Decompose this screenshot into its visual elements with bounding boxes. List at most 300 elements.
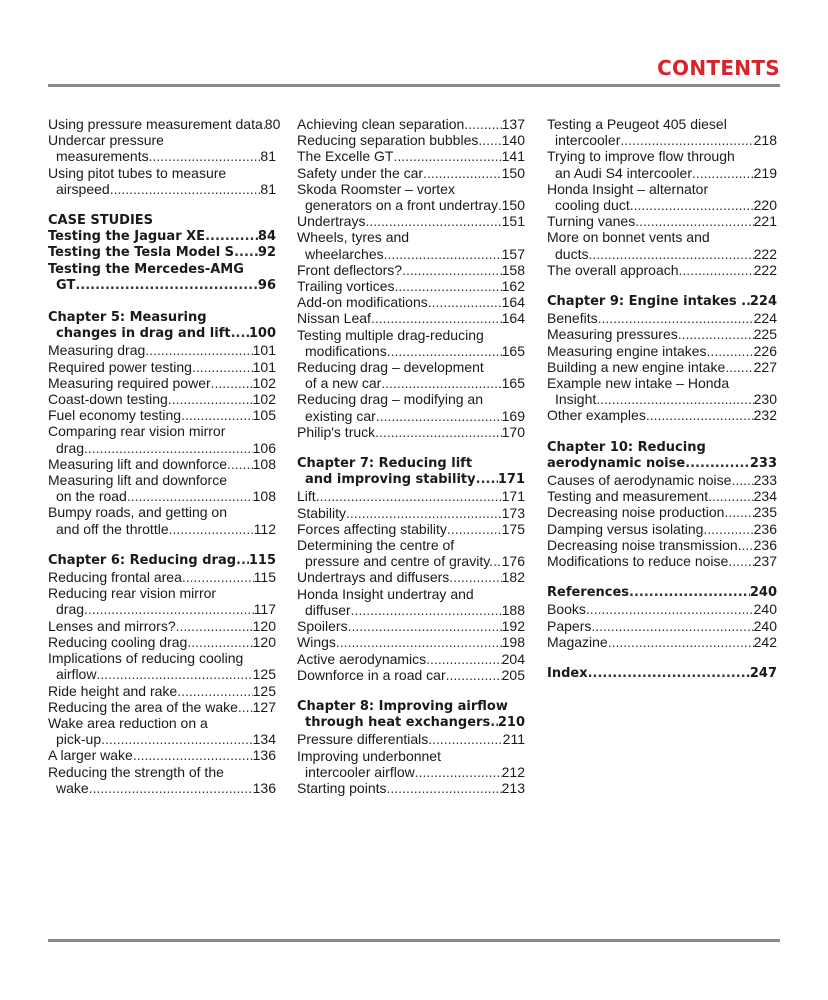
- page-number: 137: [501, 116, 525, 132]
- toc-entry-text: Chapter 7: Reducing lift: [297, 456, 473, 472]
- toc-entry: [48, 165, 276, 197]
- toc-section-heading: [547, 666, 777, 682]
- toc-entry-text: A larger wake: [48, 747, 133, 764]
- page-number: 157: [501, 245, 525, 262]
- toc-entry-text: intercooler: [555, 132, 621, 149]
- toc-entry: [547, 326, 777, 342]
- toc-entry-text: Honda Insight undertray and: [297, 585, 474, 602]
- toc-entry: [297, 262, 525, 278]
- leader-dots: [586, 601, 754, 617]
- toc-entry: [48, 715, 276, 747]
- leader-dots: [731, 472, 753, 488]
- toc-entry-text: Chapter 6: Reducing drag: [48, 552, 237, 568]
- toc-entry-text: wheelarches: [305, 245, 384, 262]
- toc-entry: [48, 569, 276, 585]
- page-number: 210: [497, 715, 525, 731]
- leader-dots: [181, 407, 253, 423]
- toc-section-heading: [48, 310, 276, 342]
- toc-entry: [297, 748, 525, 780]
- toc-entry-text: Philip's truck: [297, 423, 376, 440]
- toc-entry-text: Skoda Roomster – vortex: [297, 180, 455, 197]
- leader-dots: [84, 601, 254, 617]
- toc-entry: [48, 456, 276, 472]
- page-number: 117: [253, 601, 276, 618]
- toc-section-heading: [48, 229, 276, 245]
- page-number: 240: [753, 601, 777, 618]
- toc-entry: [297, 165, 525, 181]
- page-number: 84: [257, 229, 276, 245]
- page-number: 81: [260, 180, 276, 197]
- toc-entry-text: Measuring lift and downforce: [48, 472, 227, 489]
- leader-dots: [231, 326, 249, 342]
- toc-entry: [547, 181, 777, 213]
- page-number: 224: [749, 294, 777, 310]
- page-number: 240: [753, 617, 777, 634]
- page-number: 222: [753, 245, 777, 262]
- section-gap: [297, 440, 525, 456]
- toc-entry-text: generators on a front undertray: [305, 197, 499, 214]
- toc-section-heading: [547, 294, 777, 310]
- toc-entry-text: Determining the centre of: [297, 537, 455, 554]
- toc-entry-text: Achieving clean separation: [297, 116, 465, 132]
- toc-entry-text: Causes of aerodynamic noise: [547, 472, 732, 489]
- page-number: 234: [753, 488, 777, 505]
- page-number: 80: [264, 116, 281, 132]
- toc-entry: [297, 521, 525, 537]
- leader-dots: [346, 505, 502, 521]
- leader-dots: [84, 440, 253, 456]
- toc-entry: [48, 359, 276, 375]
- toc-entry: [547, 618, 777, 634]
- toc-entry-text: Add-on modifications: [297, 294, 428, 311]
- toc-entry-text: through heat exchangers: [305, 715, 491, 731]
- toc-entry: [547, 407, 777, 423]
- toc-entry-text: Coast-down testing: [48, 391, 168, 408]
- leader-dots: [316, 488, 502, 504]
- toc-section-heading: [547, 585, 777, 601]
- page-number: 219: [753, 164, 777, 181]
- toc-entry: [48, 504, 276, 536]
- leader-dots: [387, 343, 502, 359]
- toc-entry-text: changes in drag and lift: [56, 326, 231, 342]
- toc-entry-text: Measuring lift and downforce: [48, 455, 227, 472]
- section-gap: [48, 294, 276, 310]
- toc-entry-text: Reducing drag – development: [297, 359, 484, 376]
- toc-entry: [547, 472, 777, 488]
- toc-entry: [547, 116, 777, 148]
- toc-entry: [297, 229, 525, 261]
- leader-dots: [393, 148, 501, 164]
- page-number: 226: [753, 342, 777, 359]
- toc-entry: [297, 294, 525, 310]
- page-number: 221: [753, 213, 777, 230]
- toc-entry: [297, 213, 525, 229]
- page-number: 96: [257, 277, 276, 293]
- page-number: 120: [252, 633, 276, 650]
- toc-entry-text: Reducing the strength of the: [48, 763, 224, 780]
- page-number: 236: [753, 536, 777, 553]
- leader-dots: [351, 602, 502, 618]
- toc-entry: [547, 504, 777, 520]
- toc-entry-text: Ride height and rake: [48, 682, 178, 699]
- toc-entry-text: Magazine: [547, 633, 608, 650]
- page-number: 102: [252, 374, 276, 391]
- leader-dots: [145, 342, 252, 358]
- toc-entry-text: Index: [547, 666, 588, 682]
- page-number: 220: [753, 197, 777, 214]
- leader-dots: [447, 521, 502, 537]
- leader-dots: [234, 245, 258, 261]
- page-number: 233: [753, 472, 777, 489]
- page-number: 102: [252, 391, 276, 408]
- toc-entry-text: Lift: [297, 488, 316, 505]
- toc-entry-text: Undercar pressure: [48, 132, 164, 149]
- toc-entry-text: Trying to improve flow through: [547, 148, 735, 165]
- toc-entry-text: an Audi S4 intercooler: [555, 164, 692, 181]
- toc-entry-text: GT: [56, 277, 76, 293]
- page-number: 247: [749, 666, 777, 682]
- toc-entry-text: Chapter 10: Reducing: [547, 439, 706, 455]
- page-number: 230: [753, 391, 777, 408]
- toc-entry-text: Pressure differentials: [297, 731, 429, 748]
- page-number: 136: [252, 779, 276, 796]
- leader-dots: [449, 569, 501, 585]
- toc-entry: [48, 683, 276, 699]
- toc-section-heading: [48, 245, 276, 261]
- toc-entry-text: Comparing rear vision mirror: [48, 423, 226, 440]
- toc-entry-text: modifications: [305, 342, 387, 359]
- toc-entry-text: Testing the Mercedes-AMG: [48, 261, 244, 277]
- bottom-rule: [48, 939, 780, 942]
- toc-entry: [297, 391, 525, 423]
- leader-dots: [381, 375, 501, 391]
- toc-entry-text: of a new car: [305, 375, 382, 392]
- toc-entry-text: Measuring engine intakes: [547, 342, 707, 359]
- leader-dots: [692, 165, 754, 181]
- page-number: 120: [252, 617, 276, 634]
- leader-dots: [679, 262, 754, 278]
- page-number: 101: [252, 358, 276, 375]
- toc-entry-text: Modifications to reduce noise: [547, 553, 729, 570]
- toc-entry-text: Testing a Peugeot 405 diesel: [547, 116, 727, 132]
- toc-entry: [547, 229, 777, 261]
- toc-entry: [48, 618, 276, 634]
- section-gap: [547, 278, 777, 294]
- leader-dots: [598, 310, 754, 326]
- page-number: 218: [753, 132, 777, 149]
- toc-entry: [297, 667, 525, 683]
- toc-entry-text: existing car: [305, 407, 376, 424]
- leader-dots: [608, 634, 754, 650]
- toc-entry-text: Other examples: [547, 407, 646, 424]
- leader-dots: [724, 504, 753, 520]
- toc-entry-text: Measuring pressures: [547, 326, 678, 343]
- toc-entry-text: Improving underbonnet: [297, 747, 441, 764]
- page-number: 182: [501, 569, 525, 586]
- leader-dots: [110, 181, 261, 197]
- toc-entry: [547, 310, 777, 326]
- toc-entry-text: and improving stability: [305, 472, 476, 488]
- toc-entry: [297, 310, 525, 326]
- toc-entry: [297, 586, 525, 618]
- toc-entry-text: More on bonnet vents and: [547, 229, 710, 246]
- toc-entry-text: Decreasing noise transmission.: [547, 536, 742, 553]
- toc-entry-text: Turning vanes: [547, 213, 636, 230]
- page-number: 125: [252, 666, 276, 683]
- toc-entry-text: Undertrays and diffusers: [297, 569, 450, 586]
- toc-entry-text: drag: [56, 439, 85, 456]
- toc-entry-text: The overall approach: [547, 261, 679, 278]
- toc-entry-text: wake: [56, 779, 89, 796]
- toc-entry-text: Using pressure measurement data: [48, 116, 263, 132]
- toc-entry: [48, 407, 276, 423]
- toc-entry-text: Nissan Leaf: [297, 310, 371, 327]
- leader-dots: [630, 197, 754, 213]
- toc-entry-text: diffuser: [305, 601, 351, 618]
- page-number: 176: [501, 553, 525, 570]
- toc-entry-text: airflow: [56, 666, 97, 683]
- toc-entry-text: Reducing rear vision mirror: [48, 585, 217, 602]
- toc-section-heading: [48, 553, 276, 569]
- page-number: 162: [501, 278, 525, 295]
- toc-entry: [297, 132, 525, 148]
- leader-dots: [187, 634, 252, 650]
- toc-entry-text: Testing multiple drag-reducing: [297, 326, 484, 343]
- toc-entry-text: Active aerodynamics: [297, 650, 427, 667]
- toc-entry: [297, 148, 525, 164]
- page-number: 106: [252, 439, 276, 456]
- page-number: 125: [252, 682, 276, 699]
- leader-dots: [371, 310, 502, 326]
- page-number: 240: [749, 585, 777, 601]
- leader-dots: [133, 747, 253, 763]
- leader-dots: [376, 408, 502, 424]
- page-number: 171: [501, 488, 525, 505]
- page-number: 81: [260, 148, 276, 165]
- page-number: 108: [252, 488, 276, 505]
- leader-dots: [635, 213, 753, 229]
- toc-entry: [297, 116, 525, 132]
- page-number: 150: [501, 164, 525, 181]
- page-number: 205: [501, 666, 525, 683]
- toc-entry-text: Reducing frontal area: [48, 569, 182, 586]
- toc-entry-text: Testing the Tesla Model S: [48, 245, 235, 261]
- toc-entry-text: Wake area reduction on a: [48, 714, 208, 731]
- toc-entry-text: aerodynamic noise: [547, 455, 686, 471]
- leader-dots: [423, 165, 502, 181]
- page-number: 213: [501, 779, 525, 796]
- leader-dots: [387, 780, 502, 796]
- leader-dots: [426, 651, 501, 667]
- toc-entry: [48, 699, 276, 715]
- toc-entry-text: CASE STUDIES: [48, 213, 154, 229]
- leader-dots: [177, 683, 252, 699]
- toc-entry: [547, 359, 777, 375]
- toc-entry-text: Wings: [297, 634, 336, 651]
- toc-entry: [297, 780, 525, 796]
- section-gap: [547, 650, 777, 666]
- toc-entry: [48, 132, 276, 164]
- leader-dots: [742, 537, 754, 553]
- toc-entry-text: Front deflectors?: [297, 261, 403, 278]
- toc-entry-text: drag: [56, 601, 85, 618]
- toc-entry-text: and off the throttle: [56, 520, 169, 537]
- leader-dots: [169, 521, 254, 537]
- page-number: 141: [501, 148, 525, 165]
- toc-entry: [48, 650, 276, 682]
- toc-entry-text: Implications of reducing cooling: [48, 650, 244, 667]
- toc-entry: [297, 424, 525, 440]
- toc-entry-text: References: [547, 585, 630, 601]
- toc-entry-text: Chapter 9: Engine intakes .: [547, 294, 747, 310]
- page-number: 169: [501, 407, 525, 424]
- page-number: 105: [252, 407, 276, 424]
- page-number: 225: [753, 326, 777, 343]
- toc-entry-text: Benefits: [547, 310, 598, 327]
- leader-dots: [596, 391, 753, 407]
- page-number: 224: [753, 310, 777, 327]
- leader-dots: [446, 667, 502, 683]
- page-number: 204: [501, 650, 525, 667]
- toc-entry: [297, 181, 525, 213]
- toc-entry: [297, 537, 525, 569]
- leader-dots: [182, 569, 254, 585]
- leader-dots: [728, 553, 753, 569]
- leader-dots: [708, 488, 754, 504]
- leader-dots: [707, 343, 754, 359]
- toc-entry-text: Fuel economy testing: [48, 407, 182, 424]
- toc-entry: [48, 342, 276, 358]
- toc-entry-text: Undertrays: [297, 213, 366, 230]
- leader-dots: [149, 148, 261, 164]
- toc-entry-text: Papers: [547, 617, 592, 634]
- page-number: 237: [753, 553, 777, 570]
- toc-entry: [48, 472, 276, 504]
- page-number: 164: [501, 310, 525, 327]
- toc-entry: [48, 116, 281, 132]
- leader-dots: [588, 246, 753, 262]
- toc-entry-text: Testing the Jaguar XE: [48, 229, 206, 245]
- page-number: 136: [252, 747, 276, 764]
- toc-section-heading: [48, 262, 276, 294]
- leader-dots: [227, 456, 253, 472]
- toc-entry-text: pressure and centre of gravity.: [305, 553, 494, 570]
- toc-entry-text: Reducing separation bubbles: [297, 132, 479, 149]
- leader-dots: [238, 699, 253, 715]
- toc-entry: [547, 262, 777, 278]
- section-gap: [48, 197, 276, 213]
- page-number: 140: [501, 132, 525, 149]
- leader-dots: [75, 278, 258, 294]
- toc-entry: [297, 634, 525, 650]
- page-number: 188: [501, 601, 525, 618]
- toc-entry-text: Starting points: [297, 779, 387, 796]
- page-number: 151: [501, 213, 525, 230]
- toc-entry: [547, 521, 777, 537]
- leader-dots: [336, 634, 502, 650]
- page-number: 165: [501, 375, 525, 392]
- section-gap: [547, 424, 777, 440]
- toc-entry-text: measurements: [56, 148, 149, 165]
- toc-entry: [48, 423, 276, 455]
- leader-dots: [685, 456, 750, 472]
- page-number: 158: [501, 261, 525, 278]
- page-number: 227: [753, 358, 777, 375]
- leader-dots: [395, 278, 502, 294]
- leader-dots: [348, 618, 502, 634]
- toc-section-heading: [48, 213, 276, 229]
- leader-dots: [490, 715, 498, 731]
- toc-section-heading: [297, 699, 525, 731]
- page-number: 173: [501, 504, 525, 521]
- toc-entry-text: Lenses and mirrors?: [48, 617, 176, 634]
- toc-entry-text: Stability: [297, 504, 347, 521]
- page-number: 92: [257, 245, 276, 261]
- toc-entry-text: Books: [547, 601, 586, 618]
- toc-entry: [297, 569, 525, 585]
- leader-dots: [89, 780, 253, 796]
- leader-dots: [703, 521, 753, 537]
- leader-dots: [493, 553, 502, 569]
- page-number: 164: [501, 294, 525, 311]
- toc-entry-text: Measuring required power: [48, 374, 211, 391]
- leader-dots: [415, 764, 502, 780]
- toc-entry: [48, 634, 276, 650]
- leader-dots: [478, 132, 501, 148]
- leader-dots: [646, 407, 754, 423]
- page-heading: CONTENTS: [657, 56, 780, 80]
- toc-entry-text: Testing and measurement: [547, 488, 709, 505]
- toc-entry: [547, 148, 777, 180]
- toc-entry: [297, 359, 525, 391]
- page-number: 150: [501, 197, 525, 214]
- toc-entry-text: Required power testing: [48, 358, 192, 375]
- toc-entry-text: Reducing the area of the wake: [48, 698, 238, 715]
- toc-entry-text: cooling duct: [555, 197, 630, 214]
- toc-entry-text: Example new intake – Honda: [547, 375, 730, 392]
- toc-entry: [547, 553, 777, 569]
- leader-dots: [236, 553, 249, 569]
- toc-entry-text: Insight: [555, 391, 597, 408]
- leader-dots: [428, 731, 502, 747]
- section-gap: [48, 537, 276, 553]
- toc-entry-text: Measuring drag: [48, 342, 146, 359]
- toc-entry: [297, 651, 525, 667]
- leader-dots: [127, 488, 253, 504]
- leader-dots: [96, 666, 252, 682]
- toc-entry: [297, 505, 525, 521]
- toc-entry: [547, 213, 777, 229]
- toc-column-1: [48, 116, 281, 796]
- leader-dots: [384, 246, 502, 262]
- page-number: 112: [253, 520, 276, 537]
- toc-column-2: [297, 116, 525, 796]
- leader-dots: [725, 359, 753, 375]
- toc-column-3: [547, 116, 777, 682]
- page-number: 171: [497, 472, 525, 488]
- leader-dots: [168, 391, 253, 407]
- top-rule: [48, 84, 780, 87]
- leader-dots: [101, 731, 253, 747]
- leader-dots: [476, 472, 498, 488]
- page-number: 127: [252, 698, 276, 715]
- toc-entry: [547, 634, 777, 650]
- leader-dots: [365, 213, 501, 229]
- toc-entry: [48, 764, 276, 796]
- toc-entry: [547, 343, 777, 359]
- toc-entry: [48, 747, 276, 763]
- page-number: 175: [501, 520, 525, 537]
